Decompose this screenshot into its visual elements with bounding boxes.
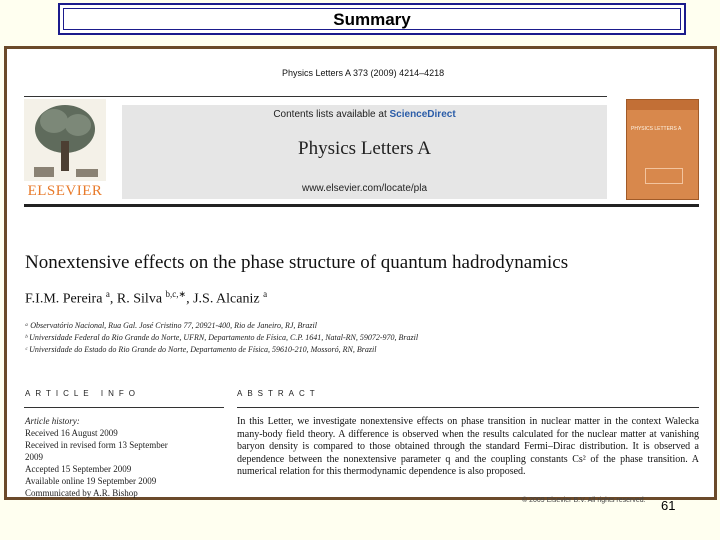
journal-url[interactable]: www.elsevier.com/locate/pla <box>301 183 428 194</box>
contents-line <box>122 109 607 120</box>
copyright-line: © 2009 Elsevier B.V. All rights reserved. <box>522 497 646 504</box>
affiliation: ᶜ Universidade do Estado do Rio Grande do Norte, Departamento de Física, 59610-210, Mossoró, RN, Brazil <box>25 345 377 354</box>
paper-screenshot <box>4 46 717 504</box>
author-affil-mark: b,c,∗ <box>165 289 187 299</box>
sciencedirect-link[interactable]: ScienceDirect <box>389 109 456 120</box>
author-list: F.I.M. Pereira $^a$, R. Silva $^{b,c,∗}$, J.S. Alcaniz $^a$ <box>25 289 268 307</box>
history-entry: 2009 <box>25 452 43 462</box>
affiliation: ᵇ Universidade Federal do Rio Grande do Norte, UFRN, Departamento de Física, C.P. 1641, Natal-RN, 59072-970, Brazil <box>25 333 419 342</box>
banner-rule <box>24 204 699 207</box>
history-label: Article history: <box>25 416 80 426</box>
history-entry: Received in revised form 13 September <box>25 440 168 450</box>
article-info-heading: ARTICLE INFO <box>25 389 140 398</box>
slide-title: Summary <box>333 10 411 29</box>
cover-band <box>627 100 698 110</box>
cover-title: PHYSICS LETTERS A <box>631 126 682 132</box>
journal-cover-thumbnail <box>626 99 699 200</box>
abstract-rule <box>237 407 699 408</box>
author-name: F.I.M. Pereira <box>25 291 103 307</box>
history-entry: Accepted 15 September 2009 <box>25 464 132 474</box>
journal-reference: Physics Letters A 373 (2009) 4214–4218 <box>282 68 445 78</box>
info-rule <box>24 407 224 408</box>
abstract-heading: ABSTRACT <box>237 389 320 398</box>
journal-banner <box>122 105 607 199</box>
affiliation: ᵃ Observatório Nacional, Rua Gal. José Cristino 77, 20921-400, Rio de Janeiro, RJ, Brazil <box>25 321 317 330</box>
journal-name: Physics Letters A <box>298 138 431 159</box>
author-affil-mark: a <box>263 289 268 299</box>
history-entry: Available online 19 September 2009 <box>25 476 157 486</box>
paper-title: Nonextensive effects on the phase structure of quantum hadrodynamics <box>25 252 569 273</box>
contents-prefix: Contents lists available at <box>273 109 390 120</box>
author-name: R. Silva <box>116 291 163 307</box>
cover-box <box>645 168 683 184</box>
author-affil-mark: a <box>105 289 110 299</box>
slide-title-box <box>58 3 686 35</box>
history-entry: Communicated by A.R. Bishop <box>25 488 138 498</box>
abstract-text: In this Letter, we investigate nonextensive effects on phase transition in nuclear matter in the context Walecka many-body field theory. A difference is observed when the results calculated for the nuclear matter at vanishing baryon density is compared to those obtained through the standard Fermi–Dirac distribution. It is observed a dependence between the nonextensive parameter q and the coupling constants Cs² of the phase transition. A numerical relation for this thermodynamic dependence is also proposed. <box>237 416 699 478</box>
author-name: J.S. Alcaniz <box>193 291 260 307</box>
elsevier-logo-text: ELSEVIER <box>27 183 103 199</box>
slide-page-number: 61 <box>661 498 676 513</box>
history-entry: Received 16 August 2009 <box>25 428 118 438</box>
header-rule <box>24 96 607 97</box>
